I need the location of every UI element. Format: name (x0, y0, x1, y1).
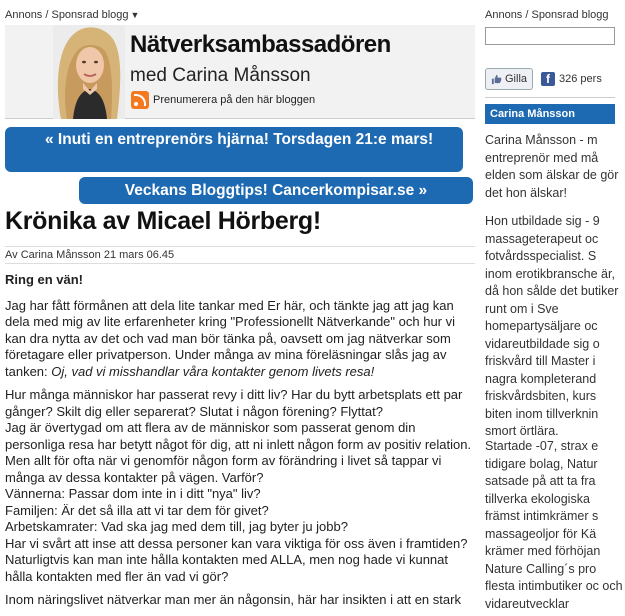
post-line: Hur många människor har passerat revy i ditt liv? Har du bytt arbetsplats ett par gånger? Skilt dig eller separerat? Slutat i någon förening? Flyttat? (5, 387, 463, 419)
rss-label[interactable]: Prenumerera på den här bloggen (153, 94, 316, 106)
avatar (53, 25, 125, 119)
sidebar-bio-2: Hon utbildade sig - 9 massageterapeut oc fotvårdsspecialist. S inom erotikbransche är, då hon sålde det butiker runt om i Sve homepartysäljare oc vidareutbildade sig o friskvård till Master i nagra kompleterand friskvårdsbiten, kurs biten inom tillverknin smort örtlära. (485, 214, 619, 438)
sidebar-bio-1: Carina Månsson - m entreprenör med må elden som älskar de gör det hon älskar! (485, 133, 619, 200)
rss-subscribe-link[interactable] (131, 91, 315, 109)
post-line: Familjen: Är det så illa att vi tar dem för givet? (5, 502, 269, 518)
blog-header (5, 25, 475, 119)
post-paragraph-last: Inom näringslivet nätverkar man mer än någonsin, här har insikten i att en stark (5, 592, 461, 607)
sidebar (478, 0, 623, 611)
ad-label[interactable] (5, 9, 139, 21)
post-line: Jag är övertygad om att flera av de människor som passerat genom din personliga resa har betytt något för dig, att ni inlett någon form av positiv relation. Men allt för ofta när vi genomför någon form av förändring i livet så tappar vi många av dessa kontakter på vägen. Varför? (5, 420, 472, 485)
paragraph-text: Jag har fått förmånen att dela lite tankar med Er här, och tänkte jag att jag kan dela med mig av lite erfarenheter kring "Professionellt Nätverkande" och hur vi kan dra nytta av det och vad man bör tänka på, oavsett om jag nätverkar som företagare eller privatperson. Under många av mina föreläsningar slås jag av tanken: (5, 297, 456, 379)
promo-button-entrepreneur[interactable]: « Inuti en entreprenörs hjärna! Torsdagen 21:e mars! (5, 127, 463, 172)
post-line: Arbetskamrater: Vad ska jag med dem till, jag byter ju jobb? (5, 519, 348, 534)
rss-icon[interactable] (131, 91, 149, 109)
like-button[interactable] (485, 68, 533, 90)
sidebar-bio-3: Startade -07, strax e tidigare bolag, Natur satsade på att ta fra tillverka ekologiska främst intimkrämer s massageoljor för Kä krämer med förhöjan Nature Calling´s pro flesta intimbutiker oc och vidareutvecklar (485, 439, 623, 611)
thumb-up-icon (491, 74, 502, 85)
post-line: Har vi svårt att inse att dessa personer kan vara viktiga för oss även i framtiden? Naturligtvis kan man inte hålla kontakten med ALLA, men nog hade vi kunnat hålla kontakten med fler än vad vi gör? (5, 535, 468, 584)
facebook-count: 326 pers (559, 73, 602, 85)
paragraph-italic: Oj, vad vi misshandlar våra kontakter genom livets resa! (51, 363, 375, 379)
post-byline: Av Carina Månsson 21 mars 06.45 (5, 246, 475, 264)
post-line: Vännerna: Passar dom inte in i ditt "nya" liv? (5, 486, 261, 501)
post-paragraph (5, 298, 475, 381)
chevron-down-icon[interactable]: ▼ (130, 10, 140, 20)
blog-title[interactable]: Nätverksambassadören (130, 31, 391, 58)
ad-label-text[interactable]: Annons / Sponsrad blogg (5, 9, 129, 21)
sidebar-ad-label[interactable]: Annons / Sponsrad blogg (485, 9, 609, 21)
social-bar (485, 68, 602, 90)
post-body (5, 272, 475, 616)
sidebar-divider (485, 97, 615, 98)
post-lead: Ring en vän! (5, 272, 84, 287)
blog-subtitle: med Carina Månsson (130, 65, 311, 86)
like-label[interactable]: Gilla (505, 73, 528, 85)
search-input[interactable] (485, 27, 615, 45)
facebook-icon: f (541, 72, 555, 86)
sidebar-profile-tab[interactable]: Carina Månsson (485, 104, 615, 124)
promo-button-blogtips[interactable]: Veckans Bloggtips! Cancerkompisar.se » (79, 177, 473, 204)
post-lines (5, 387, 475, 585)
post-title[interactable]: Krönika av Micael Hörberg! (5, 207, 321, 235)
